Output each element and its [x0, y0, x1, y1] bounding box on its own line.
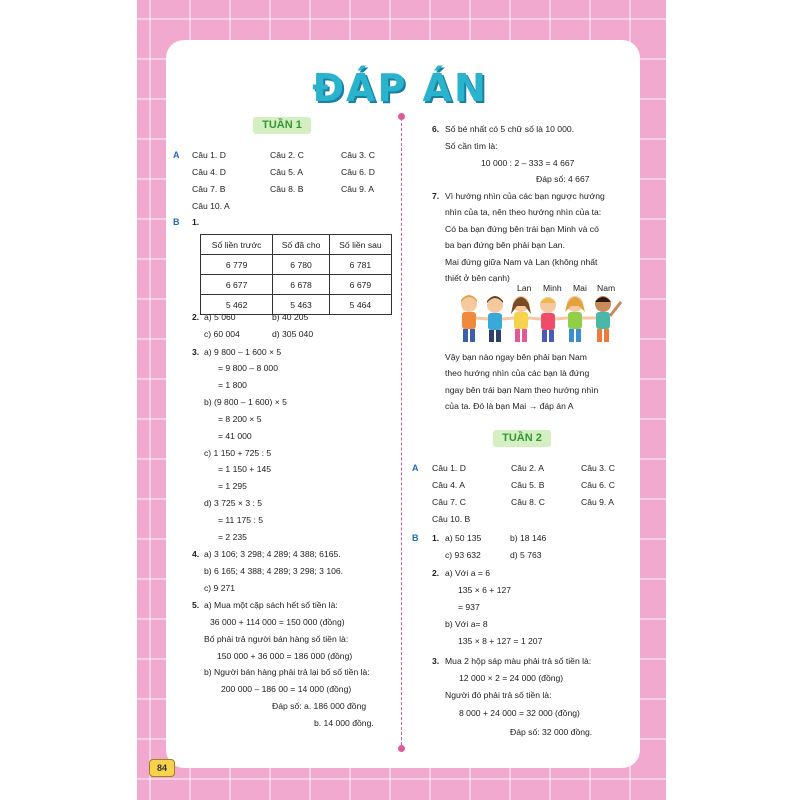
- week1-q5-line: 200 000 – 186 00 = 14 000 (đồng): [221, 684, 352, 694]
- week1-q3-line: = 9 800 – 8 000: [218, 363, 278, 373]
- week2-q2-line: a) Với a = 6: [445, 568, 491, 578]
- week1-a-item: Câu 10. A: [192, 201, 230, 211]
- week1-q5-line: Bố phải trả người bán hàng số tiền là:: [204, 634, 349, 644]
- table-header: Số đã cho: [273, 235, 330, 255]
- week1-q3-line: = 1 150 + 145: [218, 464, 272, 474]
- week1-q3-line: = 2 235: [218, 532, 247, 542]
- kid-figure: [595, 296, 621, 342]
- week1-a-item: Câu 2. C: [270, 150, 304, 160]
- week1-q2-item: d) 305 040: [272, 329, 314, 339]
- number-table: [200, 234, 392, 315]
- week2-section-a-label: A: [412, 463, 419, 473]
- week1-q7-line: nhìn của ta, nên theo hướng nhìn của ta:: [445, 207, 602, 217]
- page-title: ĐÁP ÁN: [312, 66, 488, 110]
- week1-q3-num: 3.: [192, 347, 200, 357]
- week1-q5-line: Đáp số: a. 186 000 đồng: [272, 701, 367, 711]
- week2-q3-line: Mua 2 hộp sáp màu phải trả số tiền là:: [445, 656, 592, 666]
- week1-q7-line: Vì hướng nhìn của các bạn ngược hướng: [445, 191, 605, 201]
- week2-q3-line: Đáp số: 32 000 đồng.: [510, 727, 593, 737]
- week2-q2-line: 135 × 8 + 127 = 1 207: [458, 636, 543, 646]
- week1-q4-line: a) 3 106; 3 298; 4 289; 4 388; 6165.: [204, 549, 341, 559]
- week1-a-item: Câu 4. D: [192, 167, 226, 177]
- week1-q3-line: = 41 000: [218, 431, 252, 441]
- table-cell: 6 678: [273, 275, 330, 295]
- kid-name-label: Lan: [517, 283, 532, 293]
- week1-q5-line: a) Mua một cặp sách hết số tiền là:: [204, 600, 338, 610]
- week2-a-item: Câu 8. C: [511, 497, 545, 507]
- table-cell: 5 462: [201, 295, 273, 315]
- week2-a-item: Câu 2. A: [511, 463, 544, 473]
- week1-q3-line: = 1 800: [218, 380, 247, 390]
- kid-name-label: Nam: [597, 283, 616, 293]
- kid-figure: [461, 295, 477, 342]
- table-cell: 5 464: [329, 295, 391, 315]
- kid-name-label: Mai: [573, 283, 587, 293]
- week2-a-item: Câu 1. D: [432, 463, 466, 473]
- table-cell: 6 780: [273, 255, 330, 275]
- week1-q2-item: b) 40 205: [272, 312, 309, 322]
- page-number: 84: [149, 759, 175, 777]
- kid-name-label: Minh: [543, 283, 562, 293]
- week1-q2-num: 2.: [192, 312, 200, 322]
- week2-q2-num: 2.: [432, 568, 440, 578]
- week2-q2-line: b) Với a= 8: [445, 619, 488, 629]
- week2-a-item: Câu 5. B: [511, 480, 545, 490]
- table-row: [201, 275, 392, 295]
- table-cell: 6 679: [329, 275, 391, 295]
- week1-q3-line: d) 3 725 × 3 : 5: [204, 498, 263, 508]
- week1-heading: TUẦN 1: [253, 117, 311, 134]
- week2-q1-num: 1.: [432, 533, 440, 543]
- week1-q7-num: 7.: [432, 191, 440, 201]
- week2-q1-item: b) 18 146: [510, 533, 547, 543]
- week1-a-item: Câu 9. A: [341, 184, 374, 194]
- week1-a-item: Câu 5. A: [270, 167, 303, 177]
- week1-q7-end-line: ngay bên trái bạn Nam theo hướng nhìn: [445, 385, 599, 395]
- table-row: [201, 255, 392, 275]
- column-divider: [401, 118, 402, 750]
- week1-q4-line: b) 6 165; 4 388; 4 289; 3 298; 3 106.: [204, 566, 344, 576]
- week1-q4-line: c) 9 271: [204, 583, 236, 593]
- week1-q5-num: 5.: [192, 600, 200, 610]
- kid-figure: [487, 296, 503, 342]
- week1-q6-line: Đáp số: 4 667: [536, 174, 590, 184]
- week1-q3-line: a) 9 800 – 1 600 × 5: [204, 347, 282, 357]
- week2-q3-line: 8 000 + 24 000 = 32 000 (đồng): [459, 708, 580, 718]
- table-header: Số liền sau: [329, 235, 391, 255]
- week1-q6-line: 10 000 : 2 – 333 = 4 667: [481, 158, 575, 168]
- week2-a-item: Câu 9. A: [581, 497, 614, 507]
- week2-q1-item: d) 5 763: [510, 550, 542, 560]
- table-cell: 5 463: [273, 295, 330, 315]
- table-header: Số liền trước: [201, 235, 273, 255]
- week1-q7-end-line: của ta. Đó là bạn Mai → đáp án A: [445, 401, 574, 411]
- week1-q6-line: Số bé nhất có 5 chữ số là 10 000.: [445, 124, 575, 134]
- table-header-row: [201, 235, 392, 255]
- week1-q4-num: 4.: [192, 549, 200, 559]
- week1-q6-line: Số cần tìm là:: [445, 141, 498, 151]
- week1-q7-line: Mai đứng giữa Nam và Lan (không nhất: [445, 257, 598, 267]
- week1-a-item: Câu 1. D: [192, 150, 226, 160]
- kid-figure: [540, 297, 556, 342]
- week2-heading: TUẦN 2: [493, 430, 551, 447]
- week1-q7-line: thiết ở bên cạnh): [445, 273, 510, 283]
- week1-a-item: Câu 3. C: [341, 150, 375, 160]
- week1-q5-line: 36 000 + 114 000 = 150 000 (đồng): [210, 617, 345, 627]
- week2-q3-num: 3.: [432, 656, 440, 666]
- kids-illustration: [445, 292, 635, 344]
- week2-q2-line: = 937: [458, 602, 480, 612]
- week1-q5-line: b) Người bán hàng phải trả lại bố số tiền là:: [204, 667, 370, 677]
- week2-q3-line: 12 000 × 2 = 24 000 (đồng): [459, 673, 564, 683]
- week1-q3-line: = 1 295: [218, 481, 247, 491]
- week2-q1-item: a) 50 135: [445, 533, 482, 543]
- week1-a-item: Câu 8. B: [270, 184, 304, 194]
- week1-a-item: Câu 6. D: [341, 167, 375, 177]
- week2-q1-item: c) 93 632: [445, 550, 481, 560]
- week1-section-b-label: B: [173, 217, 180, 227]
- week2-q3-line: Người đó phải trả số tiền là:: [445, 690, 552, 700]
- week2-a-item: Câu 4. A: [432, 480, 465, 490]
- week1-q3-line: = 8 200 × 5: [218, 414, 262, 424]
- week1-q3-line: b) (9 800 – 1 600) × 5: [204, 397, 287, 407]
- table-cell: 6 781: [329, 255, 391, 275]
- week1-q7-end-line: Vậy bạn nào ngay bên phải bạn Nam: [445, 352, 587, 362]
- grid-line: [137, 18, 666, 20]
- week2-section-b-label: B: [412, 533, 419, 543]
- week1-q2-item: c) 60 004: [204, 329, 240, 339]
- week1-q6-num: 6.: [432, 124, 440, 134]
- week2-a-item: Câu 3. C: [581, 463, 615, 473]
- week1-section-a-label: A: [173, 150, 180, 160]
- table-cell: 6 779: [201, 255, 273, 275]
- week2-a-item: Câu 10. B: [432, 514, 471, 524]
- week1-q2-item: a) 5 060: [204, 312, 236, 322]
- week1-q3-line: = 11 175 : 5: [218, 515, 263, 525]
- week1-q7-line: ba bạn đứng bên phải bạn Lan.: [445, 240, 565, 250]
- week1-q7-end-line: theo hướng nhìn của các bạn là đứng: [445, 368, 590, 378]
- week1-q3-line: c) 1 150 + 725 : 5: [204, 448, 272, 458]
- week2-q2-line: 135 × 6 + 127: [458, 585, 512, 595]
- week1-b-q1-num: 1.: [192, 217, 200, 227]
- week1-q5-line: 150 000 + 36 000 = 186 000 (đồng): [217, 651, 353, 661]
- week1-a-item: Câu 7. B: [192, 184, 226, 194]
- grid-line: [149, 0, 151, 800]
- week2-a-item: Câu 6. C: [581, 480, 615, 490]
- week1-q7-line: Có ba bạn đứng bên trái bạn Minh và có: [445, 224, 599, 234]
- week2-a-item: Câu 7. C: [432, 497, 466, 507]
- divider-dot-bottom: [398, 745, 405, 752]
- table-cell: 6 677: [201, 275, 273, 295]
- week1-q5-line: b. 14 000 đồng.: [314, 718, 374, 728]
- grid-line: [137, 778, 666, 780]
